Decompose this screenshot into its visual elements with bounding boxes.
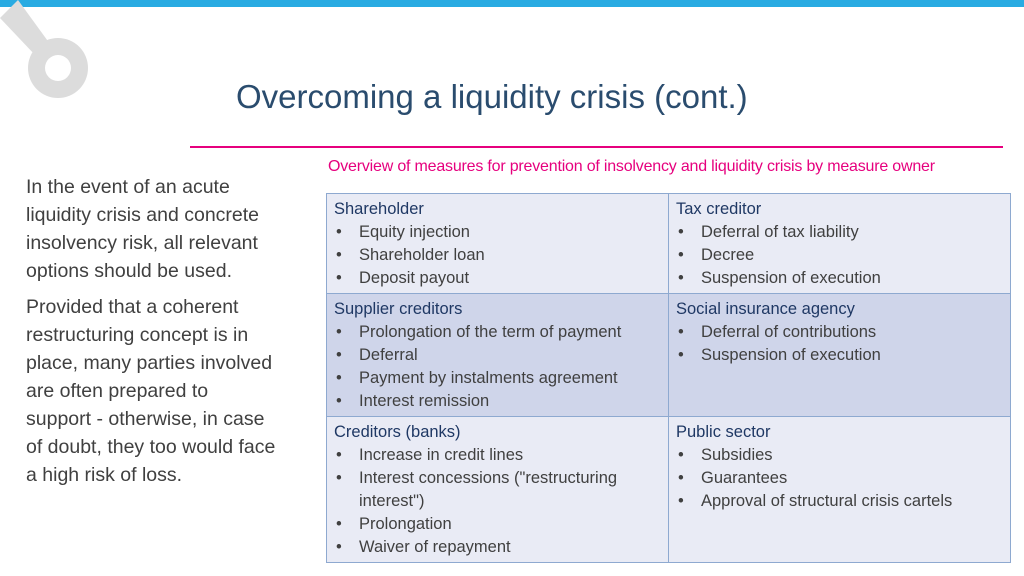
measure-text: Decree bbox=[701, 246, 755, 264]
measure-text: Deferral of contributions bbox=[701, 323, 877, 341]
measures-table bbox=[326, 193, 1011, 563]
measure-item bbox=[676, 467, 1004, 490]
bullet: • bbox=[336, 515, 342, 533]
measure-text: Deposit payout bbox=[359, 269, 470, 287]
measure-item bbox=[676, 221, 1004, 244]
measure-text: Payment by instalments agreement bbox=[359, 369, 618, 387]
slide-title: Overcoming a liquidity crisis (cont.) bbox=[236, 78, 748, 115]
bullet: • bbox=[336, 369, 342, 387]
measure-item bbox=[676, 244, 1004, 267]
measure-text: Deferral of tax liability bbox=[701, 223, 859, 241]
cell-public-sector bbox=[669, 417, 1011, 563]
measure-text: Interest remission bbox=[359, 392, 490, 410]
cell-tax-creditor bbox=[669, 194, 1011, 294]
bullet: • bbox=[678, 246, 684, 264]
bullet: • bbox=[678, 323, 684, 341]
bullet: • bbox=[336, 538, 342, 556]
owner-heading: Creditors (banks) bbox=[334, 423, 461, 441]
measure-item bbox=[334, 267, 662, 290]
measure-text: Prolongation of the term of payment bbox=[359, 323, 622, 341]
bullet: • bbox=[336, 269, 342, 287]
measure-item bbox=[676, 444, 1004, 467]
bullet: • bbox=[678, 446, 684, 464]
top-accent-bar bbox=[0, 0, 1024, 7]
owner-heading: Tax creditor bbox=[676, 200, 762, 218]
measure-item bbox=[334, 221, 662, 244]
measure-item bbox=[676, 490, 1004, 513]
measure-text: Prolongation bbox=[359, 515, 452, 533]
measure-item bbox=[334, 467, 662, 513]
measure-text: Suspension of execution bbox=[701, 269, 881, 287]
measure-text: Interest concessions ("restructuring interest") bbox=[359, 469, 618, 510]
measure-text: Shareholder loan bbox=[359, 246, 485, 264]
measure-text: Approval of structural crisis cartels bbox=[701, 492, 953, 510]
bullet: • bbox=[678, 269, 684, 287]
measure-item bbox=[334, 390, 662, 413]
measure-item bbox=[334, 444, 662, 467]
intro-paragraph-2: Provided that a coherent restructuring concept is in place, many parties involved are often prepared to support - otherwise, in case of doubt, they too would face a high risk of loss. bbox=[26, 296, 276, 486]
owner-heading: Supplier creditors bbox=[334, 300, 463, 318]
measure-text: Suspension of execution bbox=[701, 346, 881, 364]
wrench-logo-icon bbox=[0, 0, 100, 110]
bullet: • bbox=[336, 223, 342, 241]
measure-item bbox=[334, 244, 662, 267]
bullet: • bbox=[678, 223, 684, 241]
measure-item bbox=[676, 344, 1004, 367]
table-caption: Overview of measures for prevention of insolvency and liquidity crisis by measure owner bbox=[328, 158, 935, 175]
measure-text: Equity injection bbox=[359, 223, 470, 241]
measure-item bbox=[676, 321, 1004, 344]
cell-creditors-banks bbox=[327, 417, 669, 563]
bullet: • bbox=[336, 246, 342, 264]
measure-text: Subsidies bbox=[701, 446, 773, 464]
measure-item bbox=[676, 267, 1004, 290]
measure-item bbox=[334, 513, 662, 536]
intro-paragraph-1: In the event of an acute liquidity crisis and concrete insolvency risk, all relevant options should be used. bbox=[26, 176, 260, 282]
owner-heading: Social insurance agency bbox=[676, 300, 855, 318]
bullet: • bbox=[336, 392, 342, 410]
bullet: • bbox=[678, 469, 684, 487]
cell-shareholder bbox=[327, 194, 669, 294]
owner-heading: Public sector bbox=[676, 423, 771, 441]
bullet: • bbox=[336, 346, 342, 364]
measure-item bbox=[334, 321, 662, 344]
measure-text: Guarantees bbox=[701, 469, 788, 487]
bullet: • bbox=[336, 469, 342, 487]
cell-social-insurance-agency bbox=[669, 294, 1011, 417]
bullet: • bbox=[678, 492, 684, 510]
bullet: • bbox=[678, 346, 684, 364]
measure-item bbox=[334, 344, 662, 367]
owner-heading: Shareholder bbox=[334, 200, 424, 218]
measure-item bbox=[334, 367, 662, 390]
measure-text: Deferral bbox=[359, 346, 418, 364]
measure-text: Waiver of repayment bbox=[359, 538, 511, 556]
measure-text: Increase in credit lines bbox=[359, 446, 524, 464]
intro-text bbox=[26, 173, 276, 497]
bullet: • bbox=[336, 446, 342, 464]
measure-item bbox=[334, 536, 662, 559]
cell-supplier-creditors bbox=[327, 294, 669, 417]
title-divider bbox=[190, 146, 1003, 148]
bullet: • bbox=[336, 323, 342, 341]
